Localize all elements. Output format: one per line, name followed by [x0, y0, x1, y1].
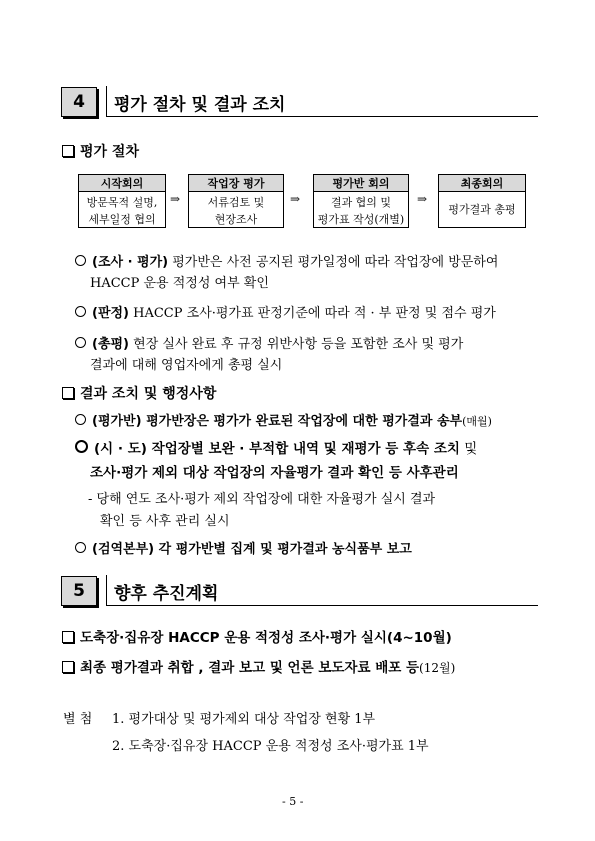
plan-item-text: 최종 평가결과 취합 , 결과 보고 및 언론 보도자료 배포 등: [80, 660, 420, 676]
plan-item-text: 도축장·집유장 HACCP 운용 적정성 조사·평가 실시(4~10월): [80, 630, 452, 646]
bullet-circle-icon: [75, 306, 86, 317]
flow-arrow-icon: ⇒: [290, 192, 301, 206]
item-tag: (판정): [92, 306, 129, 321]
flow-box-line: 현장조사: [214, 213, 258, 226]
section-5-divider: [106, 575, 107, 605]
result-item-quarantine: [75, 538, 412, 557]
section-4-divider: [106, 86, 107, 116]
checkbox-square-icon: [62, 145, 74, 157]
item-text: (평가반) 평가반장은 평가가 완료된 작업장에 대한 평가결과 송부: [92, 414, 463, 429]
flow-box-line: 방문목적 설명,: [86, 196, 158, 209]
section-5-title: 향후 추진계획: [114, 584, 219, 604]
attachment-item: 2. 도축장·집유장 HACCP 운용 적정성 조사·평가표 1부: [112, 739, 429, 754]
bullet-circle-icon: [75, 337, 86, 348]
flow-box-header: 시작회의: [79, 175, 165, 192]
section-4-title: 평가 절차 및 결과 조치: [114, 95, 286, 115]
procedure-heading: [62, 141, 139, 161]
procedure-item-survey-cont: HACCP 운용 적정성 여부 확인: [90, 276, 269, 291]
flow-box-team-meeting: [313, 174, 409, 228]
attachments-label: 별 첨: [63, 712, 93, 727]
flow-arrow-icon: ⇒: [417, 192, 428, 206]
bullet-circle-icon: [75, 414, 86, 425]
result-item-city: [75, 437, 477, 457]
flow-arrow-icon: ⇒: [170, 192, 181, 206]
section-4-underline: [106, 116, 538, 117]
flow-box-final-meeting: [438, 174, 526, 228]
procedure-item-judgment: [75, 302, 496, 321]
item-text: (시 · 도) 작업장별 보완 · 부적합 내역 및 재평가 등 후속 조치: [94, 441, 460, 457]
flow-box-line: 세부일정 협의: [88, 213, 156, 226]
item-text: 현장 실사 완료 후 규정 위반사항 등을 포함한 조사 및 평가: [129, 337, 464, 352]
procedure-heading-label: 평가 절차: [80, 144, 139, 160]
result-subitem: - 당해 연도 조사·평가 제외 작업장에 대한 자율평가 실시 결과: [88, 492, 436, 507]
item-tag: (총평): [92, 337, 129, 352]
item-tag: (조사 · 평가): [92, 255, 169, 270]
item-suffix: 및: [459, 441, 478, 457]
result-item-city-cont: 조사·평가 제외 대상 작업장의 자율평가 결과 확인 등 사후관리: [90, 465, 459, 481]
procedure-item-survey: [75, 251, 498, 270]
flow-box-line: 결과 협의 및: [330, 196, 392, 209]
flow-box-start-meeting: [78, 174, 166, 228]
bullet-circle-icon: [75, 255, 86, 266]
attachment-item: 1. 평가대상 및 평가제외 대상 작업장 현황 1부: [112, 712, 376, 727]
plan-item-evaluation: [62, 626, 452, 646]
section-5-number: 5: [61, 576, 97, 606]
flow-box-header: 평가반 회의: [314, 175, 408, 192]
result-subitem-cont: 확인 등 사후 관리 실시: [100, 514, 230, 529]
plan-item-report: [62, 656, 455, 676]
bullet-circle-icon: [75, 542, 86, 553]
flow-box-header: 최종회의: [439, 175, 525, 192]
flow-box-line: 평가결과 총평: [448, 203, 516, 216]
item-text: 평가반은 사전 공지된 평가일정에 따라 작업장에 방문하여: [168, 255, 499, 270]
flow-box-line: 서류검토 및: [207, 196, 265, 209]
item-suffix: (매월): [462, 415, 492, 428]
result-item-team: [75, 410, 492, 429]
flow-box-line: 평가표 작성(개별): [317, 213, 405, 226]
result-heading: [62, 383, 216, 403]
bullet-circle-icon: [75, 440, 88, 453]
checkbox-square-icon: [62, 631, 74, 643]
plan-item-suffix: (12월): [419, 661, 456, 675]
checkbox-square-icon: [62, 387, 74, 399]
section-5-underline: [106, 605, 538, 606]
result-heading-label: 결과 조치 및 행정사항: [80, 386, 217, 402]
checkbox-square-icon: [62, 661, 74, 673]
item-text: (검역본부) 각 평가반별 집계 및 평가결과 농식품부 보고: [92, 542, 412, 557]
page-number: - 5 -: [282, 795, 304, 808]
flow-box-site-evaluation: [188, 174, 284, 228]
procedure-item-review: [75, 333, 463, 352]
procedure-item-review-cont: 결과에 대해 영업자에게 총평 실시: [90, 358, 283, 373]
flow-box-header: 작업장 평가: [189, 175, 283, 192]
section-4-number: 4: [61, 87, 97, 117]
item-text: HACCP 조사·평가표 판정기준에 따라 적 · 부 판정 및 점수 평가: [129, 306, 496, 321]
